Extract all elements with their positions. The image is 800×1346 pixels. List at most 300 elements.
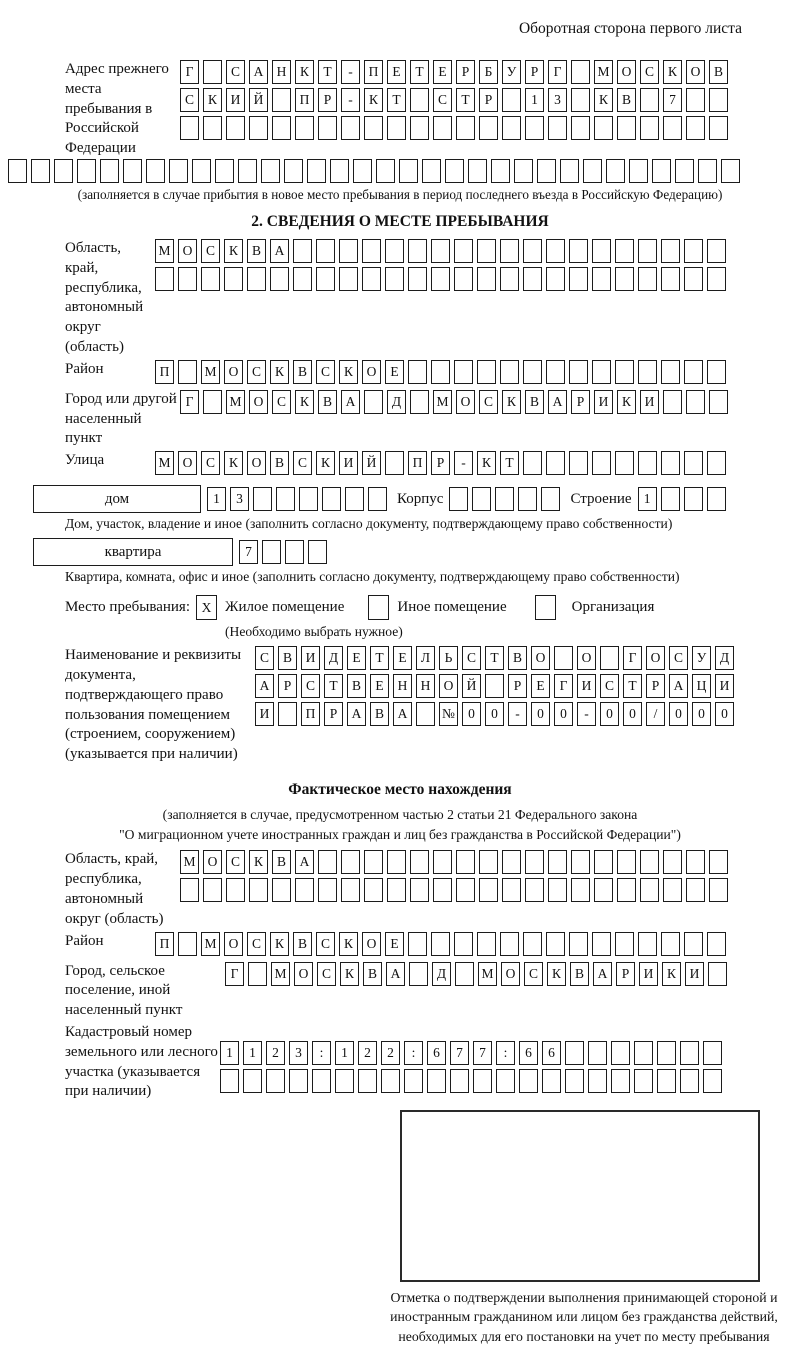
- char-box[interactable]: [376, 159, 395, 183]
- char-box[interactable]: [638, 267, 657, 291]
- char-box[interactable]: [335, 1069, 354, 1093]
- char-box[interactable]: В: [347, 674, 366, 698]
- char-box[interactable]: С: [317, 962, 336, 986]
- char-box[interactable]: [502, 850, 521, 874]
- char-box[interactable]: [8, 159, 27, 183]
- char-box[interactable]: [445, 159, 464, 183]
- char-box[interactable]: [684, 239, 703, 263]
- char-box[interactable]: В: [270, 451, 289, 475]
- char-box[interactable]: 1: [525, 88, 544, 112]
- char-box[interactable]: [525, 878, 544, 902]
- char-box[interactable]: [592, 451, 611, 475]
- char-box[interactable]: [454, 932, 473, 956]
- char-box[interactable]: 7: [663, 88, 682, 112]
- char-box[interactable]: 1: [220, 1041, 239, 1065]
- char-box[interactable]: [500, 932, 519, 956]
- char-box[interactable]: [709, 390, 728, 414]
- char-box[interactable]: С: [316, 360, 335, 384]
- char-box[interactable]: [272, 88, 291, 112]
- char-box[interactable]: [661, 267, 680, 291]
- char-box[interactable]: Н: [272, 60, 291, 84]
- char-box[interactable]: [322, 487, 341, 511]
- char-box[interactable]: [178, 932, 197, 956]
- char-box[interactable]: Р: [456, 60, 475, 84]
- char-box[interactable]: [686, 850, 705, 874]
- char-box[interactable]: [316, 239, 335, 263]
- char-box[interactable]: [180, 878, 199, 902]
- char-box[interactable]: [523, 239, 542, 263]
- char-box[interactable]: [364, 850, 383, 874]
- char-box[interactable]: [450, 1069, 469, 1093]
- char-box[interactable]: :: [404, 1041, 423, 1065]
- char-box[interactable]: В: [570, 962, 589, 986]
- char-box[interactable]: Р: [525, 60, 544, 84]
- char-box[interactable]: [146, 159, 165, 183]
- char-box[interactable]: [686, 116, 705, 140]
- char-box[interactable]: Й: [362, 451, 381, 475]
- char-box[interactable]: А: [593, 962, 612, 986]
- char-box[interactable]: О: [686, 60, 705, 84]
- char-box[interactable]: И: [339, 451, 358, 475]
- char-box[interactable]: К: [295, 390, 314, 414]
- char-box[interactable]: [272, 878, 291, 902]
- char-box[interactable]: К: [662, 962, 681, 986]
- char-box[interactable]: [617, 850, 636, 874]
- char-box[interactable]: [571, 60, 590, 84]
- char-box[interactable]: [385, 239, 404, 263]
- char-box[interactable]: [203, 878, 222, 902]
- char-box[interactable]: О: [203, 850, 222, 874]
- char-box[interactable]: [594, 878, 613, 902]
- char-box[interactable]: В: [617, 88, 636, 112]
- char-box[interactable]: [571, 850, 590, 874]
- char-box[interactable]: О: [362, 360, 381, 384]
- char-box[interactable]: 0: [554, 702, 573, 726]
- char-box[interactable]: [339, 267, 358, 291]
- char-box[interactable]: [307, 159, 326, 183]
- char-box[interactable]: [640, 850, 659, 874]
- char-box[interactable]: [606, 159, 625, 183]
- char-box[interactable]: [368, 487, 387, 511]
- char-box[interactable]: Г: [225, 962, 244, 986]
- char-box[interactable]: [638, 239, 657, 263]
- char-box[interactable]: [546, 239, 565, 263]
- char-box[interactable]: К: [547, 962, 566, 986]
- char-box[interactable]: [404, 1069, 423, 1093]
- char-box[interactable]: [634, 1069, 653, 1093]
- char-box[interactable]: 6: [427, 1041, 446, 1065]
- char-box[interactable]: [278, 702, 297, 726]
- char-box[interactable]: Р: [278, 674, 297, 698]
- char-box[interactable]: [686, 88, 705, 112]
- char-box[interactable]: Т: [318, 60, 337, 84]
- char-box[interactable]: -: [341, 88, 360, 112]
- char-box[interactable]: [249, 878, 268, 902]
- char-box[interactable]: [247, 267, 266, 291]
- char-box[interactable]: [178, 360, 197, 384]
- char-box[interactable]: [640, 878, 659, 902]
- char-box[interactable]: [169, 159, 188, 183]
- char-box[interactable]: [661, 932, 680, 956]
- char-box[interactable]: [253, 487, 272, 511]
- char-box[interactable]: [295, 878, 314, 902]
- char-box[interactable]: К: [617, 390, 636, 414]
- char-box[interactable]: [455, 962, 474, 986]
- char-box[interactable]: С: [226, 850, 245, 874]
- char-box[interactable]: [491, 159, 510, 183]
- char-box[interactable]: [293, 267, 312, 291]
- char-box[interactable]: 0: [692, 702, 711, 726]
- char-box[interactable]: Р: [571, 390, 590, 414]
- char-box[interactable]: [100, 159, 119, 183]
- char-box[interactable]: [709, 850, 728, 874]
- char-box[interactable]: О: [501, 962, 520, 986]
- char-box[interactable]: М: [201, 932, 220, 956]
- char-box[interactable]: С: [247, 360, 266, 384]
- char-box[interactable]: [248, 962, 267, 986]
- char-box[interactable]: 6: [519, 1041, 538, 1065]
- char-box[interactable]: [226, 878, 245, 902]
- char-box[interactable]: Ц: [692, 674, 711, 698]
- char-box[interactable]: [180, 116, 199, 140]
- char-box[interactable]: Г: [180, 60, 199, 84]
- char-box[interactable]: №: [439, 702, 458, 726]
- char-box[interactable]: Б: [479, 60, 498, 84]
- char-box[interactable]: [707, 239, 726, 263]
- char-box[interactable]: К: [477, 451, 496, 475]
- char-box[interactable]: [571, 878, 590, 902]
- char-box[interactable]: :: [312, 1041, 331, 1065]
- char-box[interactable]: [518, 487, 537, 511]
- char-box[interactable]: [410, 850, 429, 874]
- char-box[interactable]: Т: [485, 646, 504, 670]
- char-box[interactable]: [433, 116, 452, 140]
- char-box[interactable]: Е: [385, 932, 404, 956]
- char-box[interactable]: 1: [638, 487, 657, 511]
- char-box[interactable]: 1: [207, 487, 226, 511]
- char-box[interactable]: [707, 360, 726, 384]
- char-box[interactable]: [611, 1069, 630, 1093]
- char-box[interactable]: [410, 116, 429, 140]
- char-box[interactable]: [525, 850, 544, 874]
- char-box[interactable]: Й: [462, 674, 481, 698]
- char-box[interactable]: [485, 674, 504, 698]
- char-box[interactable]: [663, 850, 682, 874]
- char-box[interactable]: [312, 1069, 331, 1093]
- char-box[interactable]: И: [594, 390, 613, 414]
- char-box[interactable]: [203, 116, 222, 140]
- char-box[interactable]: [708, 962, 727, 986]
- char-box[interactable]: О: [531, 646, 550, 670]
- char-box[interactable]: О: [456, 390, 475, 414]
- char-box[interactable]: [364, 116, 383, 140]
- char-box[interactable]: О: [224, 932, 243, 956]
- char-box[interactable]: [703, 1041, 722, 1065]
- char-box[interactable]: [684, 487, 703, 511]
- char-box[interactable]: М: [155, 239, 174, 263]
- char-box[interactable]: [431, 239, 450, 263]
- char-box[interactable]: [431, 267, 450, 291]
- char-box[interactable]: К: [339, 932, 358, 956]
- char-box[interactable]: [454, 360, 473, 384]
- char-box[interactable]: Т: [324, 674, 343, 698]
- char-box[interactable]: [709, 878, 728, 902]
- char-box[interactable]: Р: [318, 88, 337, 112]
- char-box[interactable]: [657, 1069, 676, 1093]
- char-box[interactable]: [640, 88, 659, 112]
- char-box[interactable]: [500, 239, 519, 263]
- char-box[interactable]: [387, 850, 406, 874]
- char-box[interactable]: [525, 116, 544, 140]
- stay-option-checkbox-inoe[interactable]: [368, 595, 389, 620]
- char-box[interactable]: [308, 540, 327, 564]
- char-box[interactable]: [293, 239, 312, 263]
- char-box[interactable]: [215, 159, 234, 183]
- char-box[interactable]: У: [692, 646, 711, 670]
- char-box[interactable]: А: [548, 390, 567, 414]
- char-box[interactable]: [686, 390, 705, 414]
- char-box[interactable]: [318, 116, 337, 140]
- char-box[interactable]: С: [600, 674, 619, 698]
- char-box[interactable]: Д: [387, 390, 406, 414]
- char-box[interactable]: [431, 360, 450, 384]
- char-box[interactable]: [262, 540, 281, 564]
- char-box[interactable]: [249, 116, 268, 140]
- char-box[interactable]: 7: [450, 1041, 469, 1065]
- char-box[interactable]: С: [640, 60, 659, 84]
- char-box[interactable]: [565, 1069, 584, 1093]
- char-box[interactable]: В: [525, 390, 544, 414]
- char-box[interactable]: А: [295, 850, 314, 874]
- char-box[interactable]: [316, 267, 335, 291]
- char-box[interactable]: П: [364, 60, 383, 84]
- char-box[interactable]: [410, 390, 429, 414]
- char-box[interactable]: С: [247, 932, 266, 956]
- char-box[interactable]: [523, 267, 542, 291]
- char-box[interactable]: Е: [433, 60, 452, 84]
- char-box[interactable]: С: [255, 646, 274, 670]
- char-box[interactable]: [638, 360, 657, 384]
- char-box[interactable]: [358, 1069, 377, 1093]
- char-box[interactable]: [243, 1069, 262, 1093]
- char-box[interactable]: 0: [600, 702, 619, 726]
- char-box[interactable]: Д: [715, 646, 734, 670]
- char-box[interactable]: [611, 1041, 630, 1065]
- char-box[interactable]: К: [339, 360, 358, 384]
- char-box[interactable]: Е: [347, 646, 366, 670]
- char-box[interactable]: Д: [432, 962, 451, 986]
- char-box[interactable]: [617, 116, 636, 140]
- char-box[interactable]: [495, 487, 514, 511]
- char-box[interactable]: Г: [554, 674, 573, 698]
- char-box[interactable]: С: [462, 646, 481, 670]
- char-box[interactable]: [341, 850, 360, 874]
- char-box[interactable]: 3: [548, 88, 567, 112]
- char-box[interactable]: М: [201, 360, 220, 384]
- char-box[interactable]: [652, 159, 671, 183]
- char-box[interactable]: [422, 159, 441, 183]
- char-box[interactable]: [684, 451, 703, 475]
- char-box[interactable]: П: [155, 360, 174, 384]
- char-box[interactable]: 1: [335, 1041, 354, 1065]
- char-box[interactable]: 0: [462, 702, 481, 726]
- char-box[interactable]: К: [270, 932, 289, 956]
- char-box[interactable]: [261, 159, 280, 183]
- char-box[interactable]: В: [293, 932, 312, 956]
- char-box[interactable]: [387, 116, 406, 140]
- char-box[interactable]: К: [295, 60, 314, 84]
- char-box[interactable]: 2: [358, 1041, 377, 1065]
- char-box[interactable]: О: [646, 646, 665, 670]
- char-box[interactable]: Е: [387, 60, 406, 84]
- char-box[interactable]: [594, 116, 613, 140]
- char-box[interactable]: [546, 932, 565, 956]
- char-box[interactable]: [537, 159, 556, 183]
- char-box[interactable]: [554, 646, 573, 670]
- char-box[interactable]: [546, 267, 565, 291]
- stay-option-checkbox-org[interactable]: [535, 595, 556, 620]
- char-box[interactable]: 6: [542, 1041, 561, 1065]
- char-box[interactable]: [409, 962, 428, 986]
- char-box[interactable]: [615, 932, 634, 956]
- char-box[interactable]: [583, 159, 602, 183]
- char-box[interactable]: [330, 159, 349, 183]
- char-box[interactable]: [588, 1041, 607, 1065]
- char-box[interactable]: В: [247, 239, 266, 263]
- char-box[interactable]: В: [278, 646, 297, 670]
- char-box[interactable]: :: [496, 1041, 515, 1065]
- char-box[interactable]: [600, 646, 619, 670]
- char-box[interactable]: [571, 116, 590, 140]
- char-box[interactable]: [318, 850, 337, 874]
- char-box[interactable]: [468, 159, 487, 183]
- char-box[interactable]: Р: [431, 451, 450, 475]
- char-box[interactable]: С: [293, 451, 312, 475]
- char-box[interactable]: [541, 487, 560, 511]
- char-box[interactable]: [203, 60, 222, 84]
- char-box[interactable]: [615, 451, 634, 475]
- char-box[interactable]: С: [301, 674, 320, 698]
- char-box[interactable]: П: [155, 932, 174, 956]
- char-box[interactable]: [661, 360, 680, 384]
- char-box[interactable]: [201, 267, 220, 291]
- char-box[interactable]: [560, 159, 579, 183]
- char-box[interactable]: [408, 239, 427, 263]
- char-box[interactable]: С: [272, 390, 291, 414]
- char-box[interactable]: [318, 878, 337, 902]
- char-box[interactable]: [571, 88, 590, 112]
- char-box[interactable]: [615, 267, 634, 291]
- char-box[interactable]: [663, 116, 682, 140]
- char-box[interactable]: Д: [324, 646, 343, 670]
- char-box[interactable]: У: [502, 60, 521, 84]
- char-box[interactable]: М: [155, 451, 174, 475]
- char-box[interactable]: [387, 878, 406, 902]
- char-box[interactable]: [203, 390, 222, 414]
- char-box[interactable]: [638, 932, 657, 956]
- char-box[interactable]: [431, 932, 450, 956]
- char-box[interactable]: О: [617, 60, 636, 84]
- char-box[interactable]: [220, 1069, 239, 1093]
- char-box[interactable]: В: [363, 962, 382, 986]
- char-box[interactable]: 7: [239, 540, 258, 564]
- char-box[interactable]: -: [577, 702, 596, 726]
- char-box[interactable]: [502, 88, 521, 112]
- char-box[interactable]: К: [502, 390, 521, 414]
- char-box[interactable]: [680, 1041, 699, 1065]
- char-box[interactable]: [569, 932, 588, 956]
- char-box[interactable]: И: [255, 702, 274, 726]
- char-box[interactable]: [594, 850, 613, 874]
- char-box[interactable]: [449, 487, 468, 511]
- char-box[interactable]: [477, 932, 496, 956]
- char-box[interactable]: [661, 487, 680, 511]
- char-box[interactable]: [238, 159, 257, 183]
- char-box[interactable]: [663, 390, 682, 414]
- char-box[interactable]: [684, 267, 703, 291]
- char-box[interactable]: С: [433, 88, 452, 112]
- char-box[interactable]: [364, 390, 383, 414]
- char-box[interactable]: [410, 88, 429, 112]
- char-box[interactable]: [77, 159, 96, 183]
- char-box[interactable]: [640, 116, 659, 140]
- char-box[interactable]: Е: [385, 360, 404, 384]
- char-box[interactable]: [615, 239, 634, 263]
- char-box[interactable]: [479, 850, 498, 874]
- char-box[interactable]: 0: [669, 702, 688, 726]
- char-box[interactable]: [456, 850, 475, 874]
- char-box[interactable]: [523, 451, 542, 475]
- char-box[interactable]: А: [270, 239, 289, 263]
- char-box[interactable]: [192, 159, 211, 183]
- char-box[interactable]: [416, 702, 435, 726]
- char-box[interactable]: [546, 360, 565, 384]
- char-box[interactable]: Т: [370, 646, 389, 670]
- stay-option-checkbox-zhiloe[interactable]: X: [196, 595, 217, 620]
- char-box[interactable]: С: [669, 646, 688, 670]
- char-box[interactable]: И: [577, 674, 596, 698]
- char-box[interactable]: [353, 159, 372, 183]
- char-box[interactable]: Р: [479, 88, 498, 112]
- char-box[interactable]: К: [203, 88, 222, 112]
- char-box[interactable]: [272, 116, 291, 140]
- char-box[interactable]: [285, 540, 304, 564]
- char-box[interactable]: [226, 116, 245, 140]
- char-box[interactable]: [617, 878, 636, 902]
- char-box[interactable]: [341, 116, 360, 140]
- char-box[interactable]: [565, 1041, 584, 1065]
- char-box[interactable]: [362, 239, 381, 263]
- char-box[interactable]: И: [226, 88, 245, 112]
- char-box[interactable]: А: [347, 702, 366, 726]
- char-box[interactable]: Р: [324, 702, 343, 726]
- char-box[interactable]: 0: [531, 702, 550, 726]
- char-box[interactable]: Г: [548, 60, 567, 84]
- char-box[interactable]: 1: [243, 1041, 262, 1065]
- char-box[interactable]: О: [247, 451, 266, 475]
- char-box[interactable]: Р: [508, 674, 527, 698]
- char-box[interactable]: [684, 932, 703, 956]
- char-box[interactable]: [31, 159, 50, 183]
- char-box[interactable]: А: [341, 390, 360, 414]
- char-box[interactable]: К: [364, 88, 383, 112]
- char-box[interactable]: [496, 1069, 515, 1093]
- char-box[interactable]: [686, 878, 705, 902]
- char-box[interactable]: [698, 159, 717, 183]
- char-box[interactable]: К: [316, 451, 335, 475]
- char-box[interactable]: [399, 159, 418, 183]
- char-box[interactable]: В: [272, 850, 291, 874]
